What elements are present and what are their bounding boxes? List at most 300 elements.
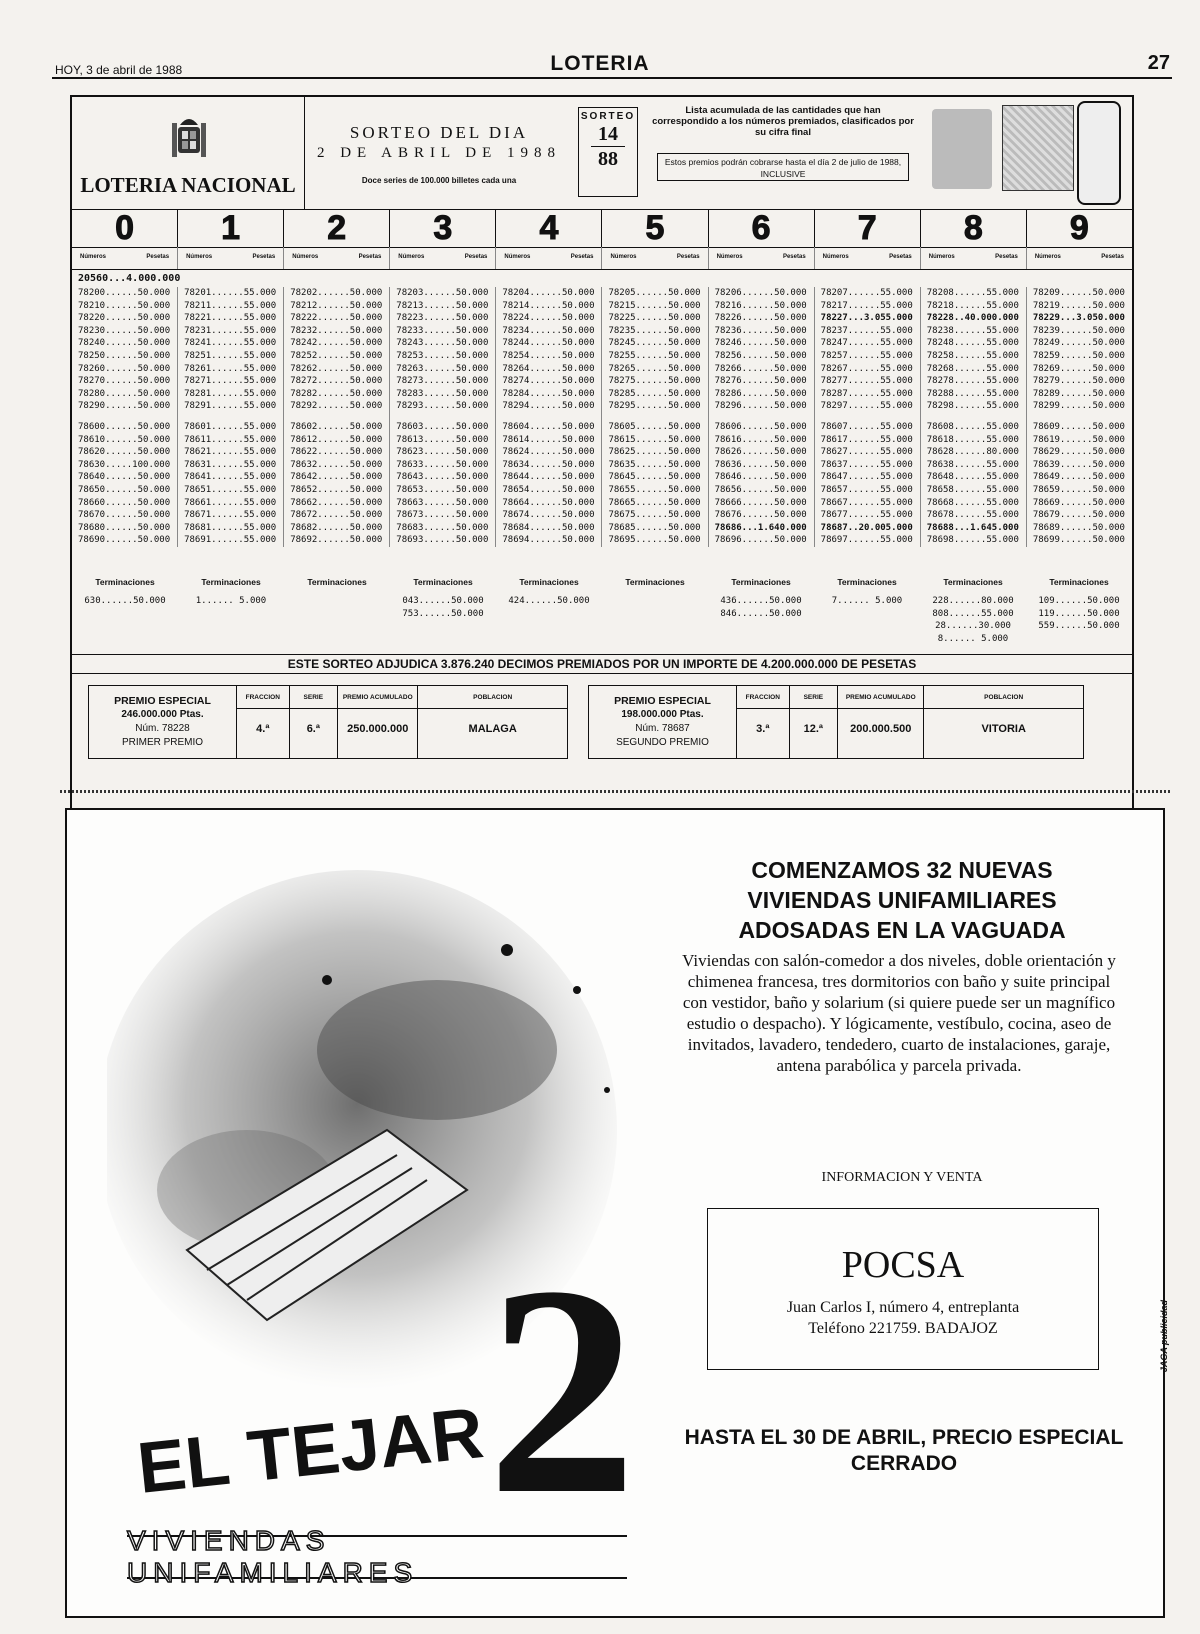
- result-row: 78296......50.000: [714, 401, 807, 412]
- result-row: 78210......50.000: [78, 300, 171, 311]
- result-row: 78639......50.000: [1032, 459, 1125, 470]
- result-row: 78657......55.000: [820, 484, 913, 495]
- terminaciones-label: Terminaciones: [731, 577, 791, 587]
- result-row: 78265......50.000: [608, 363, 701, 374]
- result-row: 78608......55.000: [926, 421, 1019, 432]
- digit-header: 4: [496, 209, 602, 247]
- column-header: [496, 247, 602, 269]
- col-pesetas-label: Pesetas: [995, 254, 1018, 260]
- terminaciones-label: Terminaciones: [95, 577, 155, 587]
- sorteo-series: Doce series de 100.000 billetes cada una: [361, 176, 517, 185]
- result-row: 78260......50.000: [78, 363, 171, 374]
- section-separator: [60, 790, 1170, 793]
- result-row: 78606......50.000: [714, 421, 807, 432]
- terminaciones-label: Terminaciones: [201, 577, 261, 587]
- result-row: 78648......55.000: [926, 472, 1019, 483]
- result-row: 78241......55.000: [184, 338, 277, 349]
- page-number: 27: [1147, 52, 1170, 74]
- result-row: 78213......50.000: [396, 300, 489, 311]
- prize-first-fraccion: 4.ª: [256, 723, 270, 735]
- result-row: 78660......50.000: [78, 497, 171, 508]
- section-title: LOTERIA: [550, 52, 650, 75]
- result-row: 78680......50.000: [78, 522, 171, 533]
- result-row: 78669......50.000: [1032, 497, 1125, 508]
- terminaciones-row: [72, 577, 1132, 645]
- result-row: 78206......50.000: [714, 288, 807, 298]
- result-row: 78250......50.000: [78, 350, 171, 361]
- result-row: 78236......50.000: [714, 325, 807, 336]
- prize-box-first: [88, 685, 568, 759]
- result-row: 78240......50.000: [78, 338, 171, 349]
- result-row: 78252......50.000: [290, 350, 383, 361]
- result-row: 78655......50.000: [608, 484, 701, 495]
- cobro-note: Estos premios podrán cobrarse hasta el día 2 de julio de 1988, INCLUSIVE: [657, 153, 909, 181]
- digit-header: 1: [178, 209, 284, 247]
- col-pesetas-label: Pesetas: [676, 254, 700, 260]
- result-row: 78600......50.000: [78, 421, 171, 432]
- result-row: 78295......50.000: [608, 401, 701, 412]
- col-numeros-label: Números: [186, 254, 213, 260]
- col-numeros-label: Números: [610, 254, 637, 260]
- result-row: 78668......55.000: [926, 497, 1019, 508]
- terminacion-value: 109......50.000: [1038, 596, 1120, 606]
- digit-header: 8: [921, 209, 1027, 247]
- result-row: 78659......50.000: [1032, 484, 1125, 495]
- terminacion-value: 846......50.000: [720, 608, 802, 619]
- result-row: 78665......50.000: [608, 497, 701, 508]
- result-row: 78610......50.000: [78, 434, 171, 445]
- result-row: 78261......55.000: [184, 363, 277, 374]
- result-row: [1033, 413, 1132, 421]
- result-row: 78672......50.000: [290, 510, 383, 521]
- result-row: 78666......50.000: [714, 497, 807, 508]
- result-row: 78205......50.000: [608, 288, 701, 298]
- company-phone: Teléfono 221759. BADAJOZ: [808, 1320, 998, 1337]
- result-row: 78691......55.000: [184, 535, 277, 546]
- result-row: 78219......50.000: [1032, 300, 1125, 311]
- result-row: 78259......50.000: [1032, 350, 1125, 361]
- result-row: 78624......50.000: [502, 447, 595, 458]
- results-column: [1027, 287, 1132, 547]
- col-pesetas-label: Pesetas: [358, 254, 382, 260]
- terminaciones-label: Terminaciones: [413, 577, 473, 587]
- col-numeros-label: Números: [928, 254, 955, 260]
- result-row: 78235......50.000: [608, 325, 701, 336]
- result-row: 78698......55.000: [926, 535, 1019, 546]
- column-header: [921, 247, 1027, 269]
- result-row: 78607......55.000: [820, 421, 913, 432]
- result-row: 78258......55.000: [926, 350, 1019, 361]
- result-row: 78688...1.645.000: [926, 522, 1019, 533]
- ad-footer-offer: HASTA EL 30 DE ABRIL, PRECIO ESPECIAL CERRADO: [684, 1426, 1124, 1475]
- result-row: 78681......55.000: [184, 522, 277, 533]
- result-row: 78207......55.000: [820, 288, 913, 298]
- result-row: 78256......50.000: [714, 350, 807, 361]
- col-pesetas-label: Pesetas: [146, 254, 170, 260]
- result-row: 78679......50.000: [1032, 510, 1125, 521]
- result-row: 78215......50.000: [608, 300, 701, 311]
- result-row: 78221......55.000: [184, 313, 277, 324]
- result-row: 78629......50.000: [1032, 447, 1125, 458]
- result-row: 78271......55.000: [184, 376, 277, 387]
- result-row: 78280......50.000: [78, 388, 171, 399]
- digit-header: 9: [1069, 209, 1089, 247]
- prize-first-rank: PRIMER PREMIO: [121, 737, 204, 748]
- terminacion-value: 1...... 5.000: [195, 596, 267, 606]
- col-pesetas-label: Pesetas: [889, 254, 912, 260]
- ad-headline: COMENZAMOS 32 NUEVAS VIVIENDAS UNIFAMILIARES ADOSADAS EN LA VAGUADA: [738, 857, 1066, 943]
- lottery-results-panel: [70, 95, 1134, 885]
- result-row: 78611......55.000: [184, 434, 277, 445]
- results-column: [921, 287, 1027, 547]
- result-row: 78616......50.000: [714, 434, 807, 445]
- col-serie: SERIE: [790, 686, 838, 709]
- terminacion-value: 436......50.000: [720, 596, 802, 606]
- column-header: [390, 247, 496, 269]
- col-numeros-label: Números: [1034, 254, 1061, 260]
- result-row: 78246......50.000: [714, 338, 807, 349]
- header-rule: [52, 77, 1172, 79]
- prize-second-acumulado: 200.000.500: [850, 723, 912, 735]
- terminaciones-column: [814, 577, 920, 645]
- ad-info-label: INFORMACION Y VENTA: [821, 1170, 983, 1185]
- result-row: 78638......55.000: [926, 459, 1019, 470]
- result-row: 78231......55.000: [184, 325, 277, 336]
- result-row: 78673......50.000: [396, 510, 489, 521]
- header-date: HOY, 3 de abril de 1988: [55, 63, 183, 77]
- coat-of-arms-icon: [168, 113, 210, 165]
- prize-first-serie: 6.ª: [306, 723, 320, 735]
- real-estate-advertisement: [65, 808, 1169, 1618]
- terminacion-value: 753......50.000: [402, 608, 484, 619]
- prize-second-serie: 12.ª: [803, 723, 824, 735]
- result-row: 78217......55.000: [820, 300, 913, 311]
- sorteo-label: SORTEO: [580, 111, 636, 122]
- digit-header: 6: [709, 209, 815, 247]
- result-row: 78652......50.000: [290, 484, 383, 495]
- terminaciones-column: [708, 577, 814, 645]
- result-row: 78623......50.000: [396, 447, 489, 458]
- result-row: [396, 413, 495, 421]
- result-row: [290, 413, 389, 421]
- result-row: 78216......50.000: [714, 300, 807, 311]
- ad-body-text: Viviendas con salón-comedor a dos niveles, doble orientación y chimenea francesa, tres dormitorios con baño y suite principal con vestidor, baño y solarium (si quiere puede ser un magnífico estudio o despacho). Y lógicamente, vestíbulo, cocina, aseo de invitados, lavadero, tendedero, cuarto de instalaciones, garaje, antena parabólica y parcela privada.: [682, 951, 1116, 1075]
- result-row: 78204......50.000: [502, 288, 595, 298]
- result-row: 78200......50.000: [78, 288, 171, 298]
- result-row: 78656......50.000: [714, 484, 807, 495]
- results-column: [709, 287, 815, 547]
- agency-credit: JAGA publicidad: [1159, 1300, 1169, 1373]
- result-row: [715, 413, 814, 421]
- result-row: 78609......50.000: [1032, 421, 1125, 432]
- result-row: 78654......50.000: [502, 484, 595, 495]
- result-row: 78625......50.000: [608, 447, 701, 458]
- result-row: 78227...3.055.000: [820, 313, 913, 324]
- result-row: 78272......50.000: [290, 376, 383, 387]
- sorteo-date: 2 DE ABRIL DE 1988: [316, 145, 562, 161]
- result-row: 78640......50.000: [78, 472, 171, 483]
- result-row: 78690......50.000: [78, 535, 171, 546]
- loteria-nacional-box: [72, 97, 305, 209]
- result-row: 78226......50.000: [714, 313, 807, 324]
- column-header: [602, 247, 708, 269]
- result-row: 78653......50.000: [396, 484, 489, 495]
- results-column: [496, 287, 602, 547]
- result-row: 78277......55.000: [820, 376, 913, 387]
- col-fraccion: FRACCION: [737, 686, 789, 709]
- result-row: 78286......50.000: [714, 388, 807, 399]
- company-name: POCSA: [841, 1244, 965, 1286]
- results-grid: [72, 287, 1132, 547]
- result-row: 78237......55.000: [820, 325, 913, 336]
- result-row: 78603......50.000: [396, 421, 489, 432]
- result-row: 78631......55.000: [184, 459, 277, 470]
- col-pesetas-label: Pesetas: [570, 254, 594, 260]
- terminaciones-column: [602, 577, 708, 645]
- terminaciones-column: [178, 577, 284, 645]
- result-row: 78604......50.000: [502, 421, 595, 432]
- result-row: 78661......55.000: [184, 497, 277, 508]
- result-row: 78276......50.000: [714, 376, 807, 387]
- terminacion-value: 559......50.000: [1038, 621, 1120, 632]
- result-row: 78247......55.000: [820, 338, 913, 349]
- result-row: [184, 413, 283, 421]
- result-row: 78211......55.000: [184, 300, 277, 311]
- result-row: 78251......55.000: [184, 350, 277, 361]
- terminaciones-column: [1026, 577, 1132, 645]
- result-row: 78641......55.000: [184, 472, 277, 483]
- prize-second-poblacion: VITORIA: [981, 723, 1026, 735]
- result-row: 78645......50.000: [608, 472, 701, 483]
- result-row: 78649......50.000: [1032, 472, 1125, 483]
- terminacion-value: 228......80.000: [932, 596, 1014, 606]
- result-row: 78627......55.000: [820, 447, 913, 458]
- results-column: [72, 287, 178, 547]
- result-row: 78633......50.000: [396, 459, 489, 470]
- result-row: 78288......55.000: [926, 388, 1019, 399]
- col-numeros-label: Números: [822, 254, 849, 260]
- result-row: 78209......50.000: [1032, 288, 1125, 298]
- result-row: 78291......55.000: [184, 401, 277, 412]
- col-pesetas-label: Pesetas: [464, 254, 488, 260]
- result-row: 78664......50.000: [502, 497, 595, 508]
- result-row: 78677......55.000: [820, 510, 913, 521]
- result-row: 78292......50.000: [290, 401, 383, 412]
- prize-second-title: PREMIO ESPECIAL: [614, 695, 711, 707]
- terminaciones-column: [920, 577, 1026, 645]
- result-row: [821, 413, 920, 421]
- result-row: 78658......55.000: [926, 484, 1019, 495]
- prize-first-poblacion: MALAGA: [468, 723, 517, 735]
- result-row: 78269......50.000: [1032, 363, 1125, 374]
- result-row: 78289......50.000: [1032, 388, 1125, 399]
- prize-first-title: PREMIO ESPECIAL: [114, 695, 211, 707]
- result-row: 78601......55.000: [184, 421, 277, 432]
- result-row: 78222......50.000: [290, 313, 383, 324]
- digit-header: 3: [390, 209, 496, 247]
- result-row: 78255......50.000: [608, 350, 701, 361]
- result-row: 78253......50.000: [396, 350, 489, 361]
- result-row: 78242......50.000: [290, 338, 383, 349]
- result-row: 78266......50.000: [714, 363, 807, 374]
- result-row: 78614......50.000: [502, 434, 595, 445]
- result-row: 78293......50.000: [396, 401, 489, 412]
- result-row: 78257......55.000: [820, 350, 913, 361]
- column-header-row: [72, 247, 1132, 270]
- result-row: 78283......50.000: [396, 388, 489, 399]
- terminacion-value: 8...... 5.000: [937, 633, 1009, 644]
- result-row: [927, 413, 1026, 421]
- ticket-image: [1002, 105, 1074, 191]
- prize-first-acumulado: 250.000.000: [347, 723, 409, 735]
- result-row: 78264......50.000: [502, 363, 595, 374]
- terminaciones-label: Terminaciones: [1049, 577, 1109, 587]
- column-header: [1027, 247, 1132, 269]
- stamp-image: [1077, 101, 1121, 205]
- result-row: 78223......50.000: [396, 313, 489, 324]
- prize-first-amount: 246.000.000 Ptas.: [121, 709, 204, 720]
- prize-second-desc: [589, 686, 737, 758]
- result-row: 78689......50.000: [1032, 522, 1125, 533]
- result-row: 78273......50.000: [396, 376, 489, 387]
- result-row: 78214......50.000: [502, 300, 595, 311]
- col-premio: PREMIO ACUMULADO: [838, 686, 923, 709]
- result-row: 78290......50.000: [78, 401, 171, 412]
- result-row: 78694......50.000: [502, 535, 595, 546]
- result-row: 78632......50.000: [290, 459, 383, 470]
- col-premio: PREMIO ACUMULADO: [338, 686, 417, 709]
- company-contact-box: [707, 1208, 1099, 1370]
- result-row: 78224......50.000: [502, 313, 595, 324]
- digit-header: 7: [815, 209, 921, 247]
- result-row: 78220......50.000: [78, 313, 171, 324]
- sorteo-year: 88: [598, 148, 618, 170]
- result-row: 78643......50.000: [396, 472, 489, 483]
- result-row: 78620......50.000: [78, 447, 171, 458]
- result-row: 78635......50.000: [608, 459, 701, 470]
- sorteo-number: 14: [598, 123, 618, 145]
- loteria-nacional-title: LOTERIA NACIONAL: [80, 173, 296, 197]
- col-pesetas-label: Pesetas: [252, 254, 276, 260]
- column-header: [709, 247, 815, 269]
- terminacion-value: 424......50.000: [508, 596, 590, 606]
- results-column: [178, 287, 284, 547]
- result-row: 78287......55.000: [820, 388, 913, 399]
- result-row: 78647......55.000: [820, 472, 913, 483]
- terminaciones-column: [284, 577, 390, 645]
- result-row: 78651......55.000: [184, 484, 277, 495]
- digit-header: 2: [284, 209, 390, 247]
- result-row: 78663......50.000: [396, 497, 489, 508]
- col-poblacion: POBLACION: [924, 686, 1083, 709]
- result-row: 78685......50.000: [608, 522, 701, 533]
- terminacion-value: 630......50.000: [84, 596, 166, 606]
- digit-header: 5: [602, 209, 708, 247]
- terminaciones-label: Terminaciones: [307, 577, 367, 587]
- el-tejar-logo-number: 2: [487, 1224, 637, 1556]
- terminacion-value: 808......55.000: [932, 608, 1014, 619]
- result-row: 78233......50.000: [396, 325, 489, 336]
- result-row: 78203......50.000: [396, 288, 489, 298]
- prize-second-amount: 198.000.000 Ptas.: [621, 709, 704, 720]
- result-row: 78270......50.000: [78, 376, 171, 387]
- result-row: 78298......55.000: [926, 401, 1019, 412]
- result-row: 78693......50.000: [396, 535, 489, 546]
- prize-second-number: Núm. 78687: [635, 723, 690, 734]
- terminaciones-column: [496, 577, 602, 645]
- result-row: 78218......55.000: [926, 300, 1019, 311]
- result-row: 78281......55.000: [184, 388, 277, 399]
- results-column: [602, 287, 708, 547]
- terminaciones-label: Terminaciones: [837, 577, 897, 587]
- result-row: 78695......50.000: [608, 535, 701, 546]
- result-row: 78282......50.000: [290, 388, 383, 399]
- result-row: 78615......50.000: [608, 434, 701, 445]
- result-row: 78687..20.005.000: [820, 522, 913, 533]
- terminacion-value: 043......50.000: [402, 596, 484, 606]
- el-tejar-logo: EL TEJAR: [133, 1393, 487, 1509]
- result-row: 78212......50.000: [290, 300, 383, 311]
- result-row: 78278......55.000: [926, 376, 1019, 387]
- result-row: 78238......55.000: [926, 325, 1019, 336]
- col-fraccion: FRACCION: [237, 686, 289, 709]
- company-address: Juan Carlos I, número 4, entreplanta: [786, 1299, 1020, 1316]
- result-row: 78248......55.000: [926, 338, 1019, 349]
- results-column: [284, 287, 390, 547]
- result-row: 78622......50.000: [290, 447, 383, 458]
- result-row: 78670......50.000: [78, 510, 171, 521]
- prize-first-desc: [89, 686, 237, 758]
- result-row: 78662......50.000: [290, 497, 383, 508]
- column-header: [178, 247, 284, 269]
- final-digit-row: [72, 209, 1132, 248]
- digit-header: 0: [72, 209, 178, 247]
- result-row: 78667......55.000: [820, 497, 913, 508]
- result-row: 78637......55.000: [820, 459, 913, 470]
- result-row: 78234......50.000: [502, 325, 595, 336]
- result-row: 78201......55.000: [184, 288, 277, 298]
- result-row: [502, 413, 601, 421]
- result-row: 78229...3.050.000: [1032, 313, 1125, 324]
- result-row: 78650......50.000: [78, 484, 171, 495]
- col-numeros-label: Números: [292, 254, 319, 260]
- results-column: [815, 287, 921, 547]
- terminaciones-column: [72, 577, 178, 645]
- result-row: 78636......50.000: [714, 459, 807, 470]
- result-row: 78243......50.000: [396, 338, 489, 349]
- result-row: 78686...1.640.000: [714, 522, 807, 533]
- results-column: [390, 287, 496, 547]
- result-row: 78682......50.000: [290, 522, 383, 533]
- result-row: 78239......50.000: [1032, 325, 1125, 336]
- prize-box-second: [588, 685, 1084, 759]
- terminacion-value: 7...... 5.000: [831, 596, 903, 606]
- prize-first-number: Núm. 78228: [135, 723, 190, 734]
- sorteo-number-box: [578, 107, 638, 197]
- result-row: 78245......50.000: [608, 338, 701, 349]
- result-row: 78697......55.000: [820, 535, 913, 546]
- result-row: 78232......50.000: [290, 325, 383, 336]
- result-row: 78699......50.000: [1032, 535, 1125, 546]
- result-row: 78692......50.000: [290, 535, 383, 546]
- special-number: 20560...4.000.000: [78, 273, 181, 284]
- result-row: 78297......55.000: [820, 401, 913, 412]
- result-row: 78274......50.000: [502, 376, 595, 387]
- result-row: 78676......50.000: [714, 510, 807, 521]
- result-row: 78684......50.000: [502, 522, 595, 533]
- result-row: 78644......50.000: [502, 472, 595, 483]
- col-pesetas-label: Pesetas: [1101, 254, 1124, 260]
